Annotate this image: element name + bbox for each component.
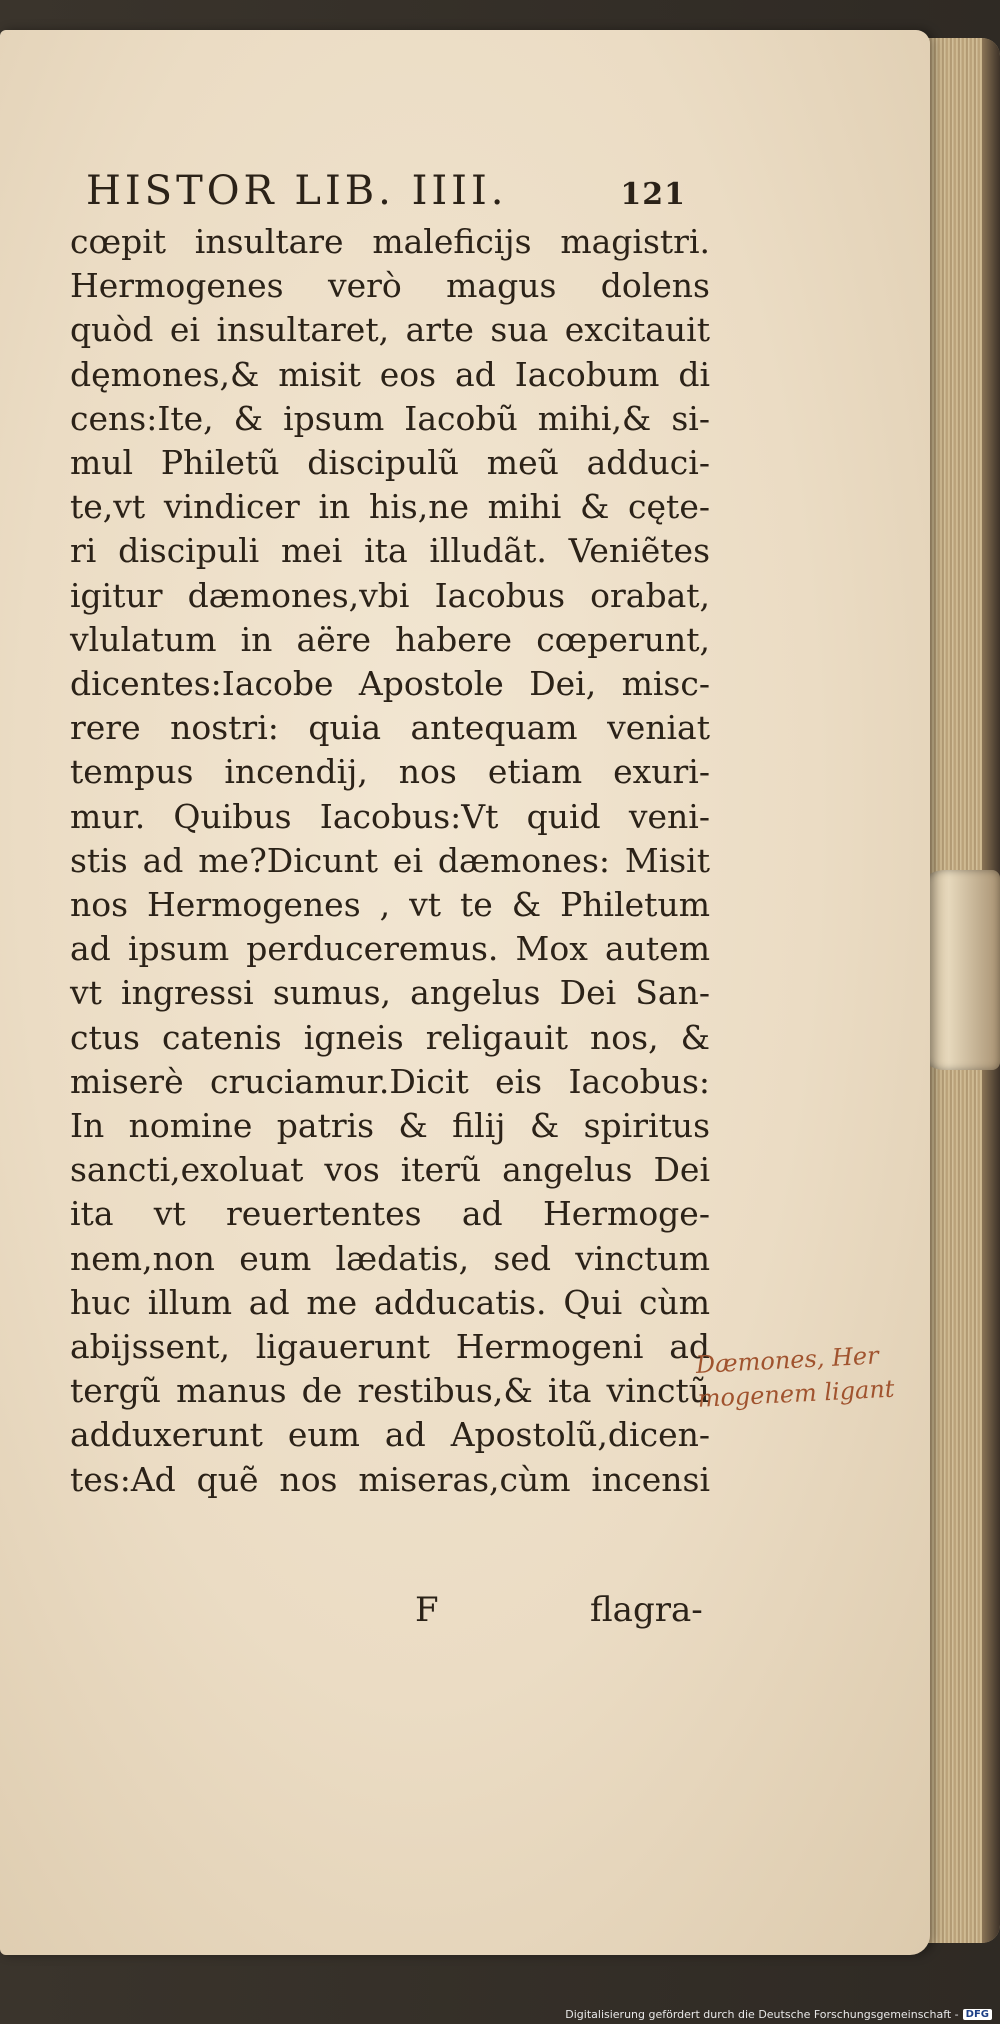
text-line: Hermogenes verò magus dolens [70,266,710,306]
text-line: tes:Ad quẽ nos miseras,cùm incensi [70,1459,710,1499]
text-line: ad ipsum perduceremus. Mox autem [70,929,710,969]
text-line: adduxerunt eum ad Apostolũ,dicen- [70,1415,710,1455]
text-line: ctus catenis igneis religauit nos, & [70,1017,710,1057]
text-line: sancti,exoluat vos iterũ angelus Dei [70,1150,710,1190]
signature-mark: F [415,1590,439,1630]
text-line: quòd ei insultaret, arte sua excitauit [70,310,710,350]
text-line: In nomine patris & filij & spiritus [70,1106,710,1146]
marginal-note [695,1336,928,1416]
book-page [0,30,930,1955]
text-line: tempus incendij, nos etiam exuri- [70,752,710,792]
page-body-text [70,220,710,1502]
credit-text: Digitalisierung gefördert durch die Deutsche Forschungsgemeinschaft - [565,2007,959,2021]
text-line: nos Hermogenes , vt te & Philetum [70,885,710,925]
marginal-note-line: Dæmones, Her [695,1341,880,1379]
text-line: cœpit insultare maleficijs magistri. [70,222,710,261]
digitization-credit [565,2005,992,2023]
text-line: ri discipuli mei ita illudãt. Veniẽtes [70,531,710,571]
text-line: mur. Quibus Iacobus:Vt quid veni- [70,796,710,836]
text-line: vlulatum in aëre habere cœperunt, [70,619,710,659]
page-footer [70,1590,710,1640]
marginal-note-line: mogenem ligant [696,1374,896,1413]
text-line: igitur dæmones,vbi Iacobus orabat, [70,575,710,615]
text-line: rere nostri: quia antequam veniat [70,708,710,748]
text-line: dicentes:Iacobe Apostole Dei, misc- [70,664,710,704]
text-line: vt ingressi sumus, angelus Dei San- [70,973,710,1013]
running-head-title: HISTOR LIB. IIII. [86,168,508,214]
text-line: dęmones,& misit eos ad Iacobum di [70,354,710,394]
text-line: te,vt vindicer in his,ne mihi & cęte- [70,487,710,527]
text-line: stis ad me?Dicunt ei dæmones: Misit [70,840,710,880]
text-line: abijssent, ligauerunt Hermogeni ad [70,1327,710,1367]
text-line: tergũ manus de restibus,& ita vinctũ [70,1371,710,1411]
text-line: huc illum ad me adducatis. Qui cùm [70,1282,710,1322]
text-line: mul Philetũ discipulũ meũ adduci- [70,443,710,483]
page-number: 121 [620,177,686,212]
text-line: miserè cruciamur.Dicit eis Iacobus: [70,1061,710,1101]
running-head [86,168,686,220]
text-line: cens:Ite, & ipsum Iacobũ mihi,& si- [70,398,710,438]
text-line: nem,non eum lædatis, sed vinctum [70,1238,710,1278]
text-line: ita vt reuertentes ad Hermoge- [70,1194,710,1234]
dfg-logo: DFG [963,2009,992,2020]
catchword: flagra- [590,1590,703,1630]
